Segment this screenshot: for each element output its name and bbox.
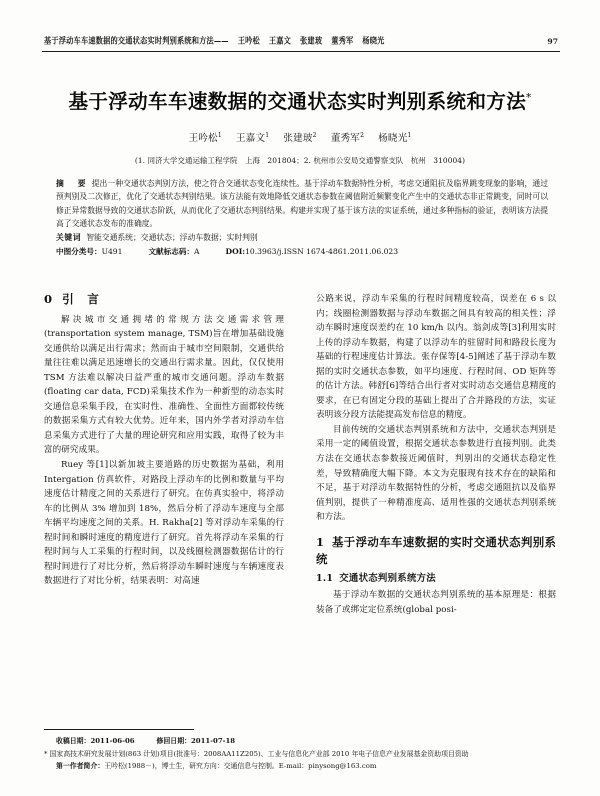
paragraph: 公路来说，浮动车采集的行程时间精度较高，误差在 6 s 以内；线圈检测器数据与浮动车数据之间具有较高的相关性；浮动车瞬时速度误差约在 10 km/h 以内。翁剑成等[3]利用实时上传的浮动车数据，构建了以浮动车的驻留时间和路段长度为基础的行程速度估计算法。张存保等[4-5]阐述了基于浮动车数据的实时交通状态参数，如平均速度、行程时间、OD 矩阵等的估计方法。韩舒[6]等结合出行者对实时动态交通信息精度的要求，在已有固定分段的基础上提出了合并路段的方法，实证表明该分段方法能提高发布信息的精度。	[316, 294, 556, 421]
author	[378, 133, 411, 144]
author-name: 杨晓光	[378, 133, 408, 144]
clc-label: 中图分类号：	[56, 247, 102, 257]
section-heading-intro	[44, 292, 284, 307]
running-header-author: 王嘉文	[268, 35, 292, 46]
received-date-value: 2011-06-06	[90, 737, 135, 745]
section-title: 引 言	[62, 292, 100, 306]
title-footnote-mark: *	[526, 92, 532, 104]
section-number: 1	[316, 534, 324, 549]
funding-mark: *	[44, 749, 48, 758]
doi-label: DOI:	[225, 247, 246, 257]
page-number: 97	[547, 37, 558, 46]
author	[236, 133, 269, 144]
author-bio-label: 第一作者简介：	[56, 762, 105, 771]
revised-date	[157, 736, 236, 748]
footnote-author-bio	[56, 761, 558, 773]
author-name: 张建玻	[283, 133, 313, 144]
running-header-left	[44, 35, 385, 47]
author	[188, 133, 221, 144]
author-name: 王吟松	[188, 133, 218, 144]
right-column	[316, 292, 556, 617]
funding-text: 国家高技术研究发展计划(863 计划)项目(批准号：2008AA11Z205)、工业与信息化产业部 2010 年电子信息产业发展基金资助项目资助	[49, 749, 469, 758]
document-code-label: 文献标志码：	[148, 247, 195, 257]
running-header-author: 杨晓光	[362, 35, 385, 46]
running-header-author: 王吟松	[237, 35, 260, 46]
running-header-title: 基于浮动车车速数据的交通状态实时判别系统和方法——	[44, 35, 229, 46]
footnote-block	[44, 736, 558, 773]
keywords	[56, 231, 548, 244]
doi	[226, 245, 399, 258]
author	[283, 133, 316, 144]
affiliation-line: (1. 同济大学交通运输工程学院 上海 201804；2. 杭州市公安局交通警察支队 杭州 310004)	[134, 156, 466, 165]
paragraph: 目前传统的交通状态判别系统和方法中，交通状态判别是采用一定的阈值设置，根据交通状态参数进行直接判别。此类方法在交通状态参数接近阈值时，判别出的交通状态稳定性差，导致精确度大幅下降。本文为克服现有技术存在的缺陷和不足，基于对浮动车数据特性的分析，考虑交通阻抗以及临界值判别，提供了一种精准度高、适用性强的交通状态判别系统和方法。	[316, 424, 556, 523]
document-code	[148, 245, 199, 258]
page-title	[0, 86, 600, 114]
clc-value: U491	[101, 247, 123, 257]
author	[331, 133, 364, 144]
author-affil-mark: 2	[360, 131, 365, 139]
clc-code	[56, 245, 122, 258]
keywords-label: 关键词	[56, 233, 82, 243]
header-rule	[42, 51, 560, 52]
author-name: 董秀军	[330, 133, 361, 144]
doi-value: 10.3963/j.ISSN 1674-4861.2011.06.023	[245, 247, 399, 257]
section-number: 0	[44, 292, 54, 306]
abstract	[56, 177, 548, 230]
subsection-number: 1.1	[316, 572, 334, 584]
author-affil-mark: 2	[312, 131, 317, 139]
running-header-author: 董秀军	[331, 35, 354, 46]
received-date-label: 收稿日期：	[56, 737, 91, 745]
page-title-text: 基于浮动车车速数据的交通状态实时判别系统和方法	[68, 90, 527, 113]
author-affil-mark: 1	[265, 131, 270, 139]
paragraph: Ruey 等[1]以新加坡主要道路的历史数据为基础，利用 Intergation 仿真软件，对路段上浮动车的比例和数量与平均速度估计精度之间的关系进行了研究。在仿真实验中，将浮动车的比例从 3% 增加到 18%，然后分析了浮动车速度与全部车辆平均速度之间的关系。H. Rakha[2] 等对浮动车采集的行程时间和瞬时速度的精度进行了研究。首先将浮动车采集的行程时间与人工采集的行程时间，以及线圈检测器数据估计的行程时间进行了对比分析，然后将浮动车瞬时速度与车辆速度表数据进行了对比分析，结果表明：对高速	[44, 460, 284, 587]
keywords-text: 智能交通系统；交通状态；浮动车数据；实时判别	[86, 233, 258, 243]
subsection-title: 交通状态判别系统方法	[339, 572, 436, 584]
footnote-rule	[44, 729, 194, 730]
document-code-value: A	[194, 247, 200, 257]
received-date	[56, 736, 135, 748]
running-header-authors	[229, 35, 385, 46]
author-affil-mark: 1	[217, 131, 222, 139]
classification-line	[56, 245, 548, 258]
section-title: 基于浮动车车速数据的实时交通状态判别系统	[316, 534, 556, 566]
author-name: 王嘉文	[235, 133, 266, 144]
paragraph: 基于浮动车数据的交通状态判别系统的基本原理是：根据装备了或绑定定位系统(global posi-	[316, 590, 556, 615]
left-column	[44, 292, 284, 589]
author-bio-text: 王吟松(1988－)，博士生，研究方向：交通信息与控制。E-mail：pinysong@163.com	[104, 762, 377, 771]
author-list	[0, 130, 600, 144]
subsection-heading-1-1	[316, 572, 556, 587]
running-header-author: 张建玻	[300, 35, 323, 46]
footnote-dates	[56, 736, 558, 748]
revised-date-label: 修回日期：	[156, 737, 191, 745]
abstract-text: 提出一种交通状态判别方法，使之符合交通状态变化连续性。基于浮动车数据特性分析，考虑交通阻抗及临界跳变现象的影响，通过预判别及二次修正，优化了交通状态判别结果。该方法能有效地降低交通状态参数在阈值附近频繁变化产生中的交通状态非正常跳变，同时可以修正异常数据导致的交通状态阶跃，从而优化了交通状态判别结果。构建并实现了基于该方法的实证系统，通过多种指标的验证，表明该方法提高了交通状态发布的准确度。	[56, 179, 549, 228]
abstract-label: 摘 要	[56, 179, 89, 188]
section-heading-1	[316, 534, 556, 568]
author-affil-mark: 1	[407, 131, 412, 139]
abstract-block	[56, 177, 548, 259]
paragraph: 解决城市交通拥堵的常规方法交通需求管理(transportation system manage, TSM)旨在增加基础设施交通供给以满足出行需求；然而由于城市空间限制，交通供给量往往难以满足迅速增长的交通出行需求量。因此，仅仅使用 TSM 方法难以解决日益严重的城市交通问题。浮动车数据(floating car data, FCD)采集技术作为一种新型的动态实时交通信息采集手段，在实时性、准确性、全面性方面都较传统的数据采集方式有较大优势。近年来，国内外学者对浮动车信息采集方式进行了大量的理论研究和应用实践，取得了较为丰富的研究成果。	[44, 314, 284, 456]
revised-date-value: 2011-07-18	[190, 737, 236, 745]
footnote-funding	[44, 749, 558, 761]
running-header	[44, 37, 558, 47]
